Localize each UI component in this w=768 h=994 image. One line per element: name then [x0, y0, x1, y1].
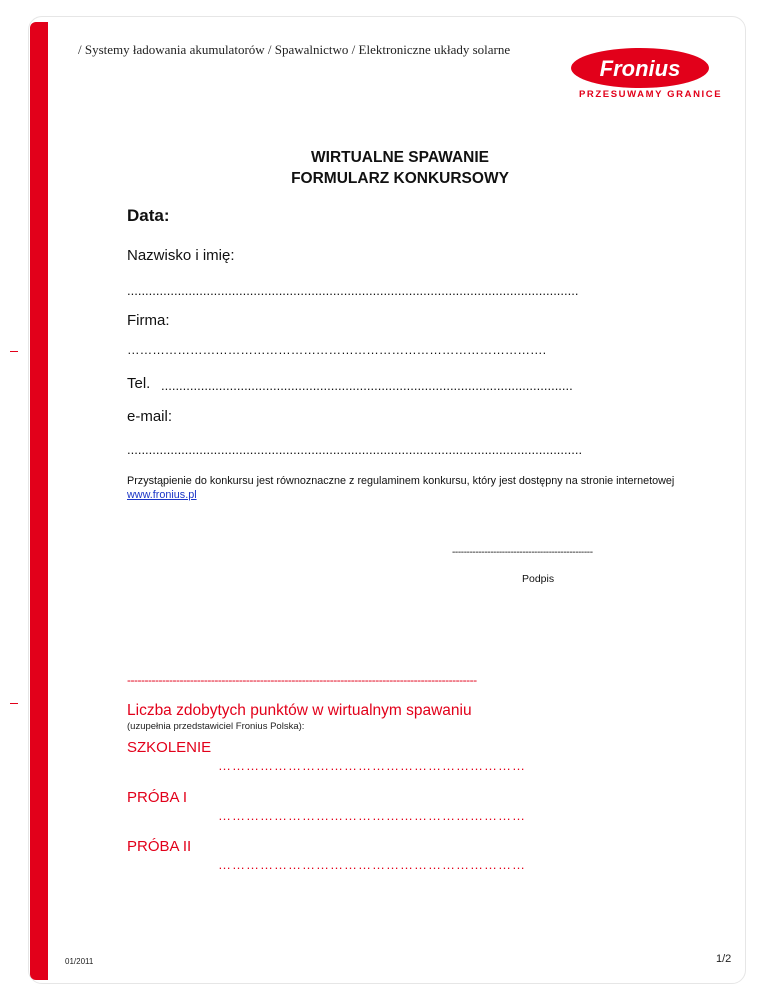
document-title: WIRTUALNE SPAWANIE	[311, 149, 489, 166]
fronius-logo	[570, 46, 710, 94]
company-field[interactable]: ……………………………………………………………………………………….	[127, 343, 547, 357]
attempt-2-score-field[interactable]: …………………………………………………………	[218, 857, 526, 872]
phone-label: Tel.	[127, 375, 151, 392]
name-label: Nazwisko i imię:	[127, 247, 235, 264]
division-list: / Systemy ładowania akumulatorów / Spawalnictwo / Elektroniczne układy solarne	[78, 42, 511, 57]
training-score-field[interactable]: …………………………………………………………	[218, 758, 526, 773]
email-label: e-mail:	[127, 408, 173, 425]
fold-mark-bottom	[10, 703, 18, 704]
document-subtitle: FORMULARZ KONKURSOWY	[291, 170, 509, 187]
footer-date: 01/2011	[65, 957, 94, 966]
attempt-1-label: PRÓBA I	[127, 789, 188, 806]
website-link[interactable]: www.fronius.pl	[127, 489, 197, 501]
page-number: 1/2	[716, 953, 732, 965]
date-label: Data:	[127, 206, 170, 225]
phone-field[interactable]: ..................................................................................................................	[161, 378, 573, 393]
terms-text: Przystąpienie do konkursu jest równoznaczne z regulaminem konkursu, który jest dostępny na stronie internetowej	[127, 475, 675, 487]
fold-mark-top	[10, 351, 18, 352]
email-field[interactable]: ..............................................................................................................................	[127, 442, 583, 457]
attempt-1-score-field[interactable]: …………………………………………………………	[218, 808, 526, 823]
attempt-2-label: PRÓBA II	[127, 838, 192, 855]
slogan: PRZESUWAMY GRANICE	[579, 89, 723, 100]
name-field[interactable]: .............................................................................................................................	[127, 283, 579, 298]
logo-wordmark: Fronius	[599, 56, 681, 81]
training-label: SZKOLENIE	[127, 739, 212, 756]
company-label: Firma:	[127, 312, 170, 329]
section-separator: ----------------------------------------------------------------------------------------------------	[127, 673, 477, 687]
signature-line[interactable]: ------------------------------------------------	[452, 547, 593, 558]
score-section-title: Liczba zdobytych punktów w wirtualnym spawaniu	[127, 702, 472, 719]
score-section-note: (uzupełnia przedstawiciel Fronius Polska):	[127, 721, 305, 732]
signature-label: Podpis	[522, 573, 555, 585]
terms-note	[127, 474, 737, 502]
